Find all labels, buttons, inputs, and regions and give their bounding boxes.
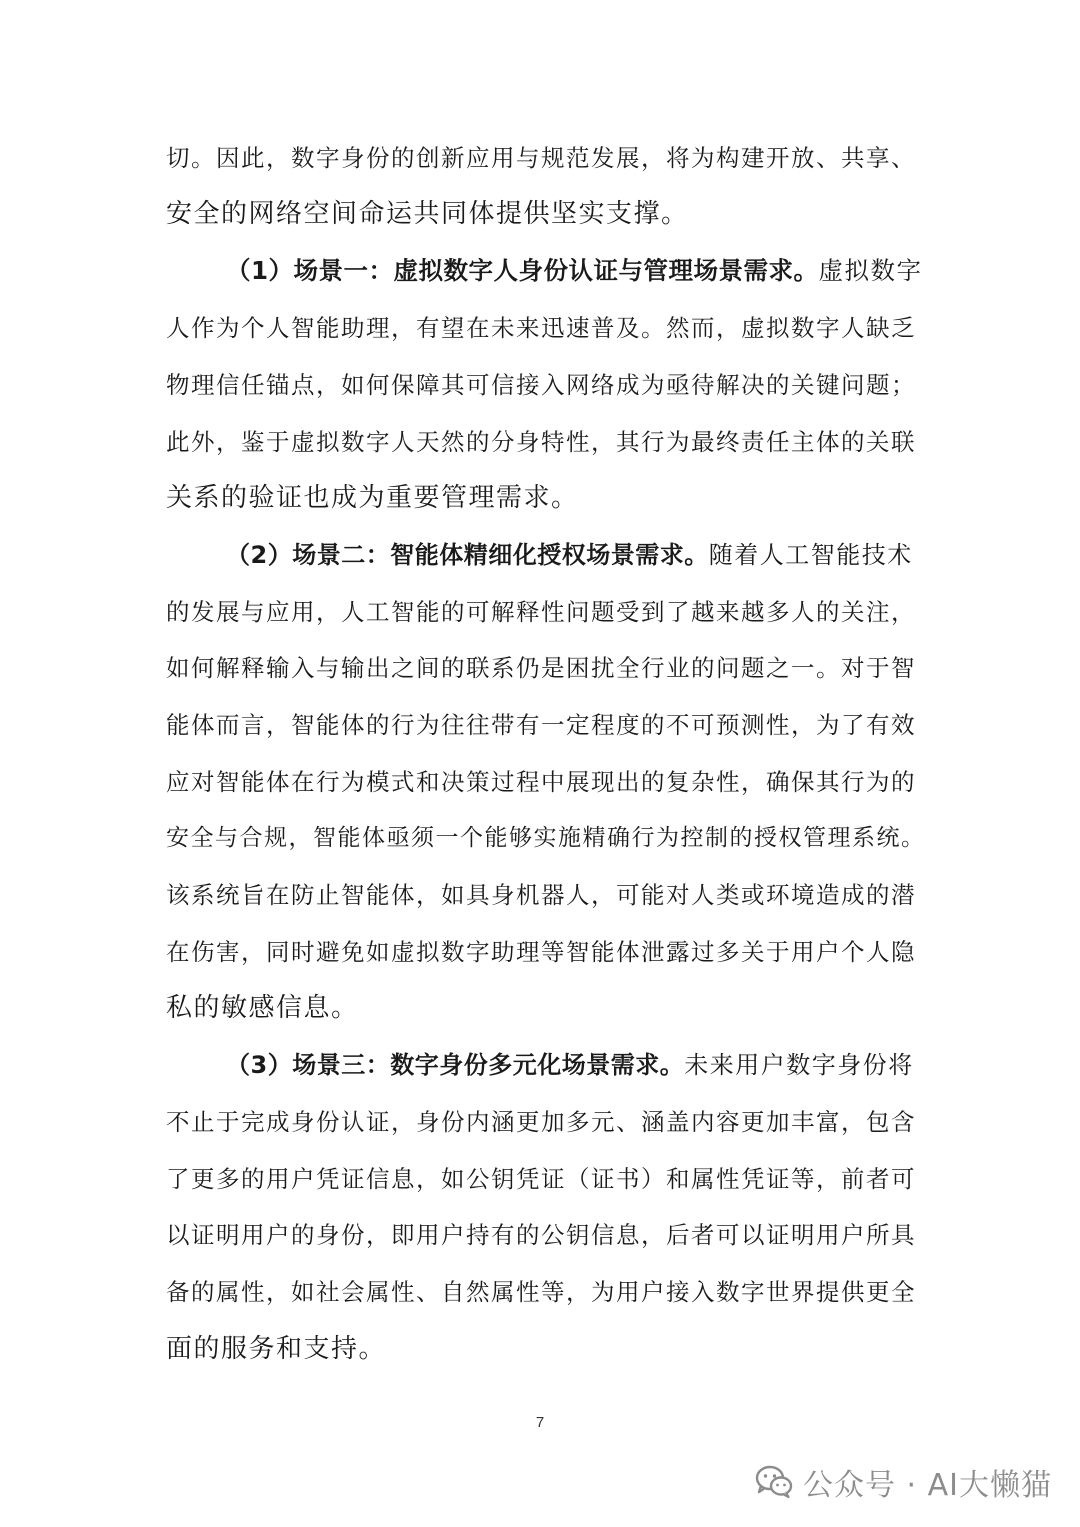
scenario-2-heading: （2）场景二：智能体精细化授权场景需求。	[226, 541, 709, 569]
paragraph-line	[166, 194, 926, 234]
paragraph-line	[166, 365, 926, 405]
paragraph-line	[166, 705, 926, 745]
line-text: 备的属性，如社会属性、自然属性等，为用户接入数字世界提供更全	[166, 1278, 916, 1306]
page-number: 7	[535, 1414, 545, 1431]
paragraph-line	[166, 762, 926, 802]
line-text: 随着人工智能技术	[708, 541, 913, 569]
line-text: 未来用户数字身份将	[684, 1051, 914, 1079]
paragraph-line	[166, 478, 926, 518]
paragraph-line	[166, 1102, 926, 1142]
paragraph-line	[166, 648, 926, 688]
scenario-2-first-line	[226, 535, 926, 575]
paragraph-line	[166, 932, 926, 972]
line-text: 该系统旨在防止智能体，如具身机器人，可能对人类或环境造成的潜	[166, 881, 916, 909]
line-text: 虚拟数字	[818, 256, 923, 285]
paragraph-line	[166, 875, 926, 915]
wechat-icon	[755, 1465, 793, 1499]
paragraph-line	[166, 308, 926, 348]
watermark-text: 公众号 · AI大懒猫	[803, 1468, 1052, 1503]
scenario-1-heading: （1）场景一：虚拟数字人身份认证与管理场景需求。	[226, 256, 819, 285]
line-text: 应对智能体在行为模式和决策过程中展现出的复杂性，确保其行为的	[166, 768, 916, 796]
line-text: 人作为个人智能助理，有望在未来迅速普及。然而，虚拟数字人缺乏	[166, 314, 916, 342]
paragraph-line	[166, 138, 926, 178]
line-text: 面的服务和支持。	[166, 1334, 387, 1364]
paragraph-line	[166, 592, 926, 632]
paragraph-line	[166, 1159, 926, 1199]
scenario-1-first-line	[226, 251, 926, 291]
line-text: 不止于完成身份认证，身份内涵更加多元、涵盖内容更加丰富，包含	[166, 1108, 916, 1136]
line-text: 在伤害，同时避免如虚拟数字助理等智能体泄露过多关于用户个人隐	[166, 938, 916, 966]
line-text: 的发展与应用，人工智能的可解释性问题受到了越来越多人的关注，	[166, 598, 916, 626]
paragraph-line	[166, 1272, 926, 1312]
line-text: 关系的验证也成为重要管理需求。	[166, 483, 579, 513]
paragraph-line	[166, 818, 926, 858]
line-text: 私的敏感信息。	[166, 993, 359, 1023]
line-text: 安全的网络空间命运共同体提供坚实支撑。	[166, 199, 689, 229]
line-text: 以证明用户的身份，即用户持有的公钥信息，后者可以证明用户所具	[166, 1221, 916, 1249]
scenario-3-first-line	[226, 1045, 926, 1085]
scenario-3-heading: （3）场景三：数字身份多元化场景需求。	[226, 1051, 685, 1079]
line-text: 能体而言，智能体的行为往往带有一定程度的不可预测性，为了有效	[166, 711, 916, 739]
watermark	[755, 1452, 1052, 1512]
line-text: 了更多的用户凭证信息，如公钥凭证（证书）和属性凭证等，前者可	[166, 1165, 916, 1193]
line-text: 此外，鉴于虚拟数字人天然的分身特性，其行为最终责任主体的关联	[166, 428, 916, 456]
paragraph-line	[166, 422, 926, 462]
line-text: 安全与合规，智能体亟须一个能够实施精确行为控制的授权管理系统。	[166, 825, 926, 851]
paragraph-line	[166, 1215, 926, 1255]
line-text: 切。因此，数字身份的创新应用与规范发展，将为构建开放、共享、	[166, 144, 916, 172]
paragraph-line	[166, 988, 926, 1028]
paragraph-line	[166, 1329, 926, 1369]
line-text: 如何解释输入与输出之间的联系仍是困扰全行业的问题之一。对于智	[166, 654, 916, 682]
line-text: 物理信任锚点，如何保障其可信接入网络成为亟待解决的关键问题；	[166, 371, 916, 399]
